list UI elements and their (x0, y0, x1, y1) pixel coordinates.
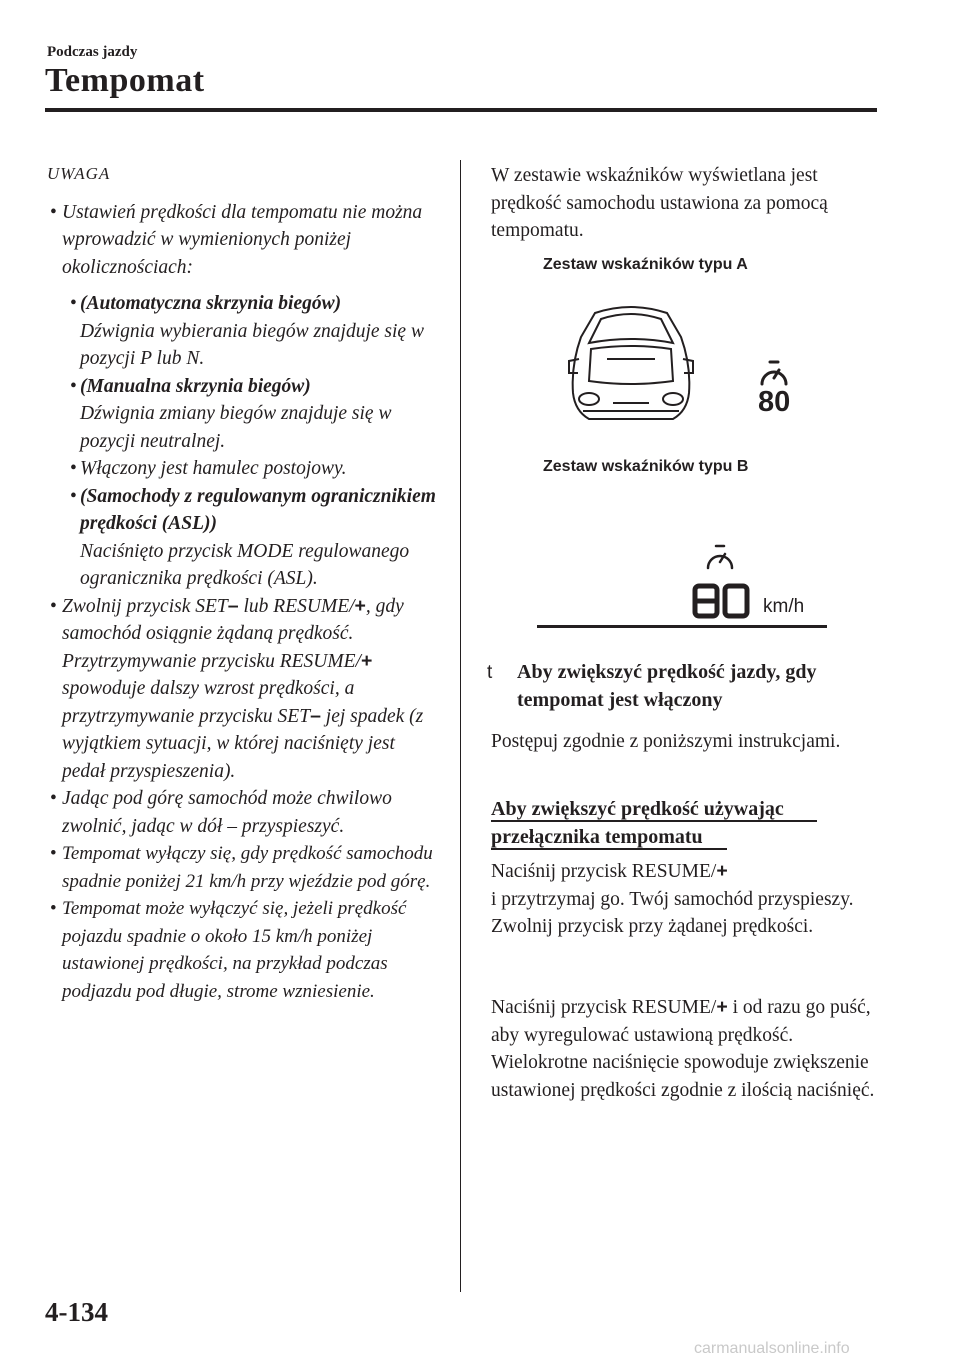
cluster-a-label: Zestaw wskaźników typu A (543, 256, 748, 273)
bullet-icon: • (50, 595, 57, 617)
plus-icon: + (354, 594, 366, 617)
list-item (47, 895, 442, 1005)
list-item (47, 199, 442, 282)
bullet-icon: • (70, 375, 77, 397)
note-heading: UWAGA (47, 164, 111, 183)
subsection-heading: Aby zwiększyć prędkość jazdy, gdy tempomat jest włączony (517, 661, 817, 711)
condition-item (47, 483, 442, 593)
note-text: lub RESUME/ (238, 595, 355, 617)
bullet-icon: • (70, 485, 77, 507)
plus-icon: + (360, 649, 373, 672)
heading-underline (491, 848, 727, 850)
condition-text: Dźwignia wybierania biegów znajduje się w pozycji P lub N. (80, 320, 424, 369)
minus-icon: – (310, 704, 321, 727)
condition-text: Dźwignia zmiany biegów znajduje się w pozycji neutralnej. (80, 403, 392, 452)
bullet-icon: • (70, 293, 77, 314)
bullet-icon: • (50, 788, 57, 809)
procedure-heading-line: Aby zwiększyć prędkość używając (491, 798, 784, 820)
cruise-control-icon (703, 541, 737, 575)
condition-title: (Manualna skrzynia biegów) (80, 375, 311, 397)
speed-unit: km/h (763, 596, 805, 617)
watermark: carmanualsonline.info (694, 1340, 850, 1357)
procedure-heading (491, 795, 784, 851)
plus-icon: + (716, 860, 728, 882)
bullet-icon: • (70, 458, 77, 479)
paragraph-text: i przytrzymaj go. Twój samochód przyspieszy. Zwolnij przycisk przy żądanej prędkości. (491, 888, 854, 937)
condition-item (47, 290, 442, 373)
paragraph-text: i od razu go puść, aby wyregulować ustawioną prędkość. Wielokrotne naciśnięcie spowoduje zwiększenie ustawionej prędkości zgodnie z ilością naciśnięć. (491, 997, 875, 1101)
note-text: , gdy samochód osiągnie żądaną prędkość. Przytrzymywanie przycisku RESUME/ (62, 595, 404, 672)
column-divider (460, 160, 461, 1292)
note-text: Jadąc pod górę samochód może chwilowo zwolnić, jadąc w dół – przyspieszyć. (62, 788, 392, 837)
note-text: Tempomat może wyłączyć się, jeżeli prędkość pojazdu spadnie o około 15 km/h poniżej ustawionej prędkości, na przykład podczas podjazdu pod długie, strome wzniesienie. (62, 898, 407, 1002)
bullet-icon: • (50, 898, 57, 919)
cluster-b-rule (537, 625, 827, 628)
condition-item (47, 373, 442, 456)
paragraph: Postępuj zgodnie z poniższymi instrukcjami. (491, 731, 841, 752)
condition-item (47, 455, 442, 483)
intro-paragraph: W zestawie wskaźników wyświetlana jest prędkość samochodu ustawiona za pomocą tempomatu. (491, 165, 828, 241)
procedure-heading-line: przełącznika tempomatu (491, 826, 703, 848)
section-label: Podczas jazdy (47, 44, 138, 60)
bullet-icon: • (50, 201, 57, 223)
note-text: Tempomat wyłączy się, gdy prędkość samochodu spadnie poniżej 21 km/h przy wjeździe pod górę. (62, 843, 433, 892)
bullet-icon: • (50, 843, 57, 864)
cluster-b-label: Zestaw wskaźników typu B (543, 458, 749, 475)
paragraph (491, 858, 881, 941)
note-text: spowoduje dalszy wzrost prędkości, a przytrzymywanie przycisku SET (62, 678, 355, 727)
note-text: Zwolnij przycisk SET (62, 595, 228, 617)
page-title: Tempomat (45, 62, 205, 99)
note-text: jej spadek (z wyjątkiem sytuacji, w której naciśnięty jest pedał przyspieszenia). (62, 705, 424, 782)
list-item (47, 840, 442, 895)
section-marker: t (487, 662, 493, 683)
paragraph-text: Naciśnij przycisk RESUME/ (491, 861, 717, 882)
note-text: Ustawień prędkości dla tempomatu nie można wprowadzić w wymienionych poniżej okolicznościach: (62, 201, 423, 278)
page-number: 4-134 (45, 1297, 108, 1327)
list-item (47, 785, 442, 840)
set-speed-display: 80 (758, 386, 791, 418)
note-block (47, 160, 442, 1005)
heading-underline (491, 820, 817, 822)
paragraph-text: Naciśnij przycisk RESUME/ (491, 997, 717, 1018)
condition-title: (Automatyczna skrzynia biegów) (80, 293, 342, 314)
condition-text: Naciśnięto przycisk MODE regulowanego ogranicznika prędkości (ASL). (80, 540, 410, 589)
segment-speed-display (692, 583, 750, 619)
car-icon (565, 303, 697, 426)
list-item (47, 593, 442, 786)
plus-icon: + (716, 996, 728, 1018)
title-rule (45, 108, 877, 112)
condition-title: (Samochody z regulowanym ogranicznikiem prędkości (ASL)) (80, 485, 436, 534)
paragraph (491, 994, 881, 1104)
condition-text: Włączony jest hamulec postojowy. (80, 458, 347, 479)
minus-icon: – (227, 594, 239, 617)
